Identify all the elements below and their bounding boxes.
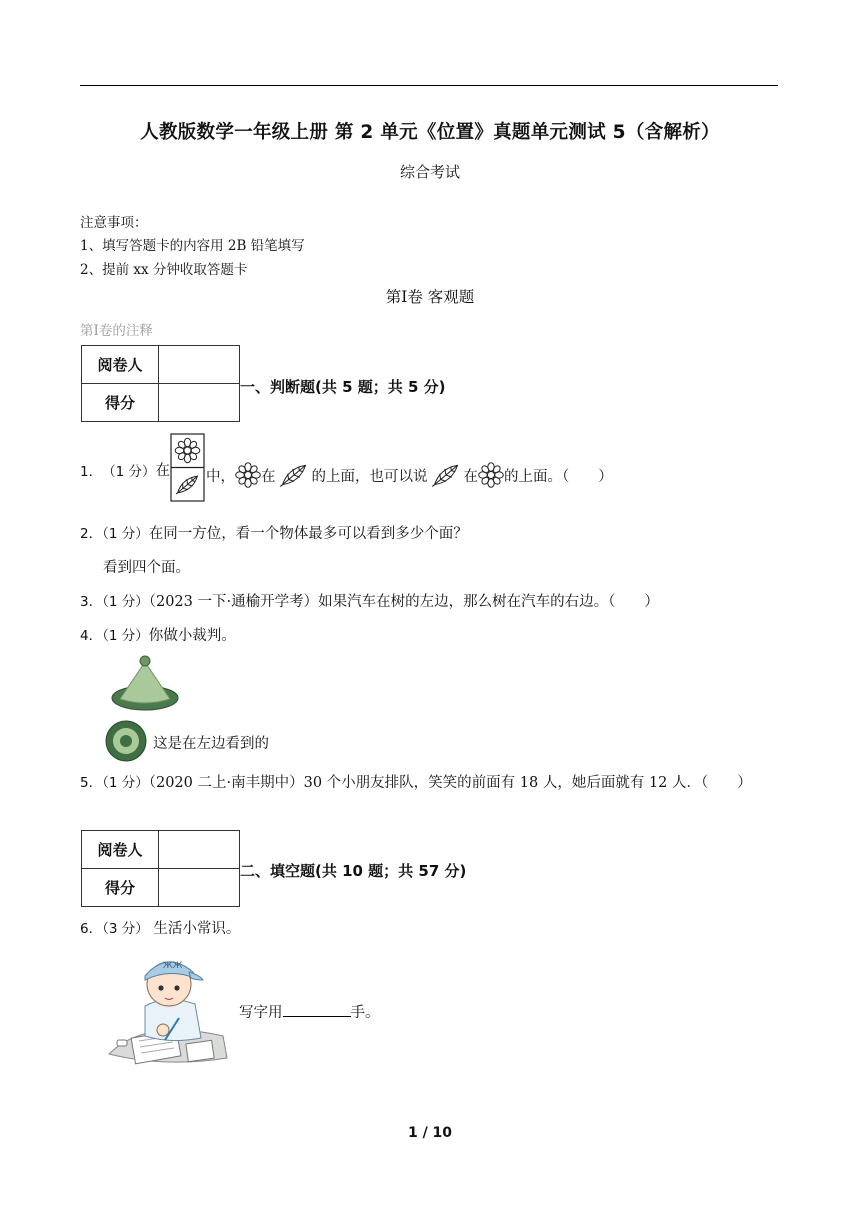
notes-item-2: 2、提前 xx 分钟收取答题卡: [80, 262, 248, 278]
section-title-2: 二、填空题(共 10 题；共 57 分): [240, 862, 467, 880]
question-text: 在同一方位，看一个物体最多可以看到多少个面？: [148, 526, 468, 542]
question-1: [80, 459, 170, 480]
reviewer-label: 阅卷人: [82, 831, 159, 869]
question-score: （1 分）: [102, 628, 149, 644]
question-5: [80, 771, 752, 792]
question-text: 在: [261, 468, 276, 485]
score-table-1: [81, 345, 240, 422]
question-1-continued: [206, 459, 613, 491]
page-subtitle: 综合考试: [399, 163, 460, 181]
score-label: 得分: [82, 869, 159, 907]
question-number: 1．: [80, 463, 103, 480]
question-number: 4．: [80, 628, 103, 644]
question-text: 的上面。（ ）: [504, 468, 613, 485]
feather-icon: [428, 459, 464, 491]
notes-heading: 注意事项：: [80, 215, 148, 231]
question-number: 3．: [80, 594, 103, 610]
page-title: 人教版数学一年级上册 第 2 单元《位置》真题单元测试 5（含解析）: [140, 122, 720, 143]
question-4: [80, 624, 236, 645]
question-6-fill: [239, 1001, 380, 1022]
question-text: 生活小常识。: [148, 921, 241, 937]
reviewer-label: 阅卷人: [82, 346, 159, 384]
volume-title: 第Ⅰ卷 客观题: [385, 288, 475, 306]
question-score: （1 分）: [102, 526, 149, 542]
page-number: 1 / 10: [407, 1125, 453, 1141]
question-text: 中，: [206, 468, 235, 485]
svg-text:ЖЖ: ЖЖ: [163, 961, 183, 971]
question-text: 你做小裁判。: [148, 628, 236, 644]
score-cell[interactable]: [159, 869, 240, 907]
question-4-caption: 这是在左边看到的: [153, 736, 269, 752]
score-label: 得分: [82, 384, 159, 422]
question-number: 6．: [80, 921, 103, 937]
score-cell[interactable]: [159, 384, 240, 422]
volume-note: 第Ⅰ卷的注释: [80, 323, 153, 339]
question-score: （1 分）: [102, 775, 149, 791]
reviewer-cell[interactable]: [159, 346, 240, 384]
cone-hat-icon: [108, 652, 182, 718]
question-text: 在: [155, 463, 170, 479]
question-text: 在: [463, 468, 478, 485]
question-number: 5．: [80, 775, 103, 791]
score-table-2: [81, 830, 240, 907]
feather-icon: [276, 459, 312, 491]
question-text: （2023 一下·通榆开学考）如果汽车在树的左边，那么树在汽车的右边。（ ）: [148, 594, 659, 610]
question-text: 手。: [350, 1005, 380, 1021]
question-score: （3 分）: [102, 921, 149, 937]
question-score: （1 分）: [102, 463, 156, 480]
flower-feather-box-icon: [170, 433, 205, 502]
question-3: [80, 590, 659, 611]
flower-icon: [235, 462, 261, 488]
question-text: （2020 二上·南丰期中）30 个小朋友排队，笑笑的前面有 18 人，她后面就有 12 人．（ ）: [148, 775, 752, 791]
section-title-1: 一、判断题(共 5 题；共 5 分): [240, 378, 446, 396]
child-writing-illustration-icon: [105, 946, 230, 1071]
header-rule: [80, 85, 778, 86]
question-2-answer: 看到四个面。: [103, 560, 190, 576]
reviewer-cell[interactable]: [159, 831, 240, 869]
cone-top-view-icon: [104, 719, 148, 763]
notes-item-1: 1、填写答题卡的内容用 2B 铅笔填写: [80, 238, 305, 254]
question-6: [80, 917, 240, 938]
question-score: （1 分）: [102, 594, 149, 610]
question-2: [80, 522, 468, 543]
answer-blank[interactable]: [283, 1002, 351, 1017]
question-text: 写字用: [239, 1005, 283, 1021]
question-number: 2．: [80, 526, 103, 542]
flower-icon: [478, 462, 504, 488]
question-text: 的上面，也可以说: [311, 468, 428, 485]
